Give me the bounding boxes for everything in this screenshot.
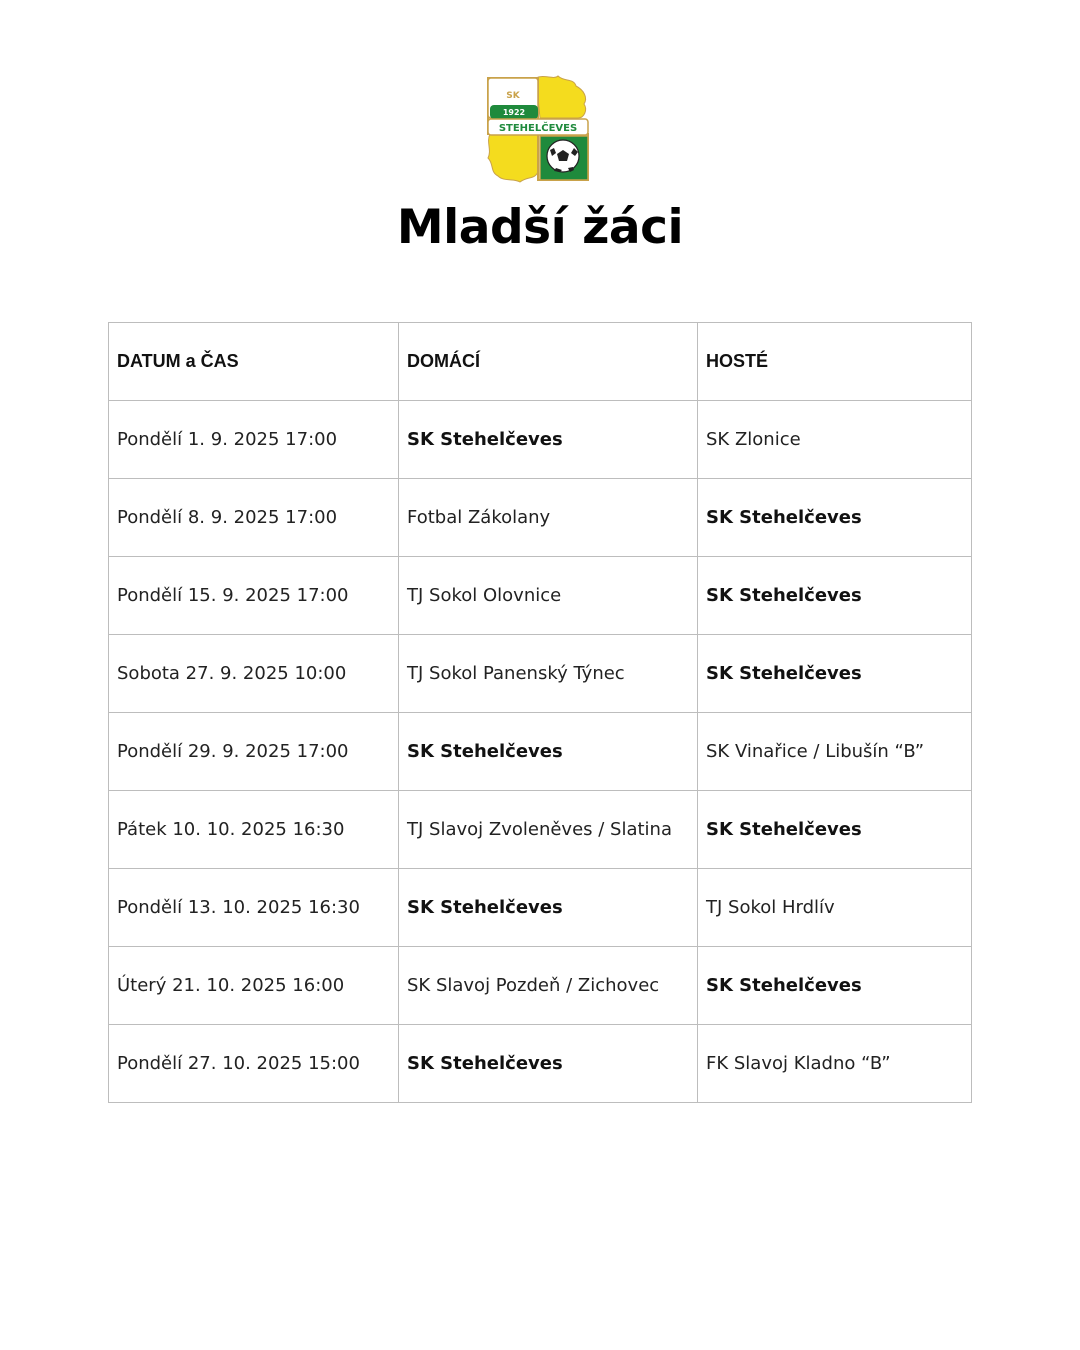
cell-away-team: SK Stehelčeves — [698, 479, 972, 557]
cell-date-time: Pondělí 15. 9. 2025 17:00 — [109, 557, 399, 635]
table-row — [109, 1025, 972, 1103]
cell-date-time: Sobota 27. 9. 2025 10:00 — [109, 635, 399, 713]
page-title: Mladší žáci — [396, 200, 684, 255]
table-row — [109, 791, 972, 869]
cell-home-team: SK Stehelčeves — [399, 401, 698, 479]
cell-date-time: Pátek 10. 10. 2025 16:30 — [109, 791, 399, 869]
cell-date-time: Pondělí 1. 9. 2025 17:00 — [109, 401, 399, 479]
table-row — [109, 635, 972, 713]
cell-home-team: Fotbal Zákolany — [399, 479, 698, 557]
cell-away-team: SK Stehelčeves — [698, 947, 972, 1025]
cell-home-team: SK Slavoj Pozdeň / Zichovec — [399, 947, 698, 1025]
table-row — [109, 479, 972, 557]
cell-home-team: SK Stehelčeves — [399, 1025, 698, 1103]
cell-home-team: SK Stehelčeves — [399, 869, 698, 947]
cell-away-team: TJ Sokol Hrdlív — [698, 869, 972, 947]
cell-home-team: TJ Sokol Olovnice — [399, 557, 698, 635]
cell-date-time: Úterý 21. 10. 2025 16:00 — [109, 947, 399, 1025]
table-row — [109, 713, 972, 791]
logo-name-text: STEHELČEVES — [498, 123, 578, 134]
match-schedule-table — [108, 322, 972, 1103]
cell-date-time: Pondělí 13. 10. 2025 16:30 — [109, 869, 399, 947]
cell-home-team: TJ Slavoj Zvoleněves / Slatina — [399, 791, 698, 869]
cell-date-time: Pondělí 8. 9. 2025 17:00 — [109, 479, 399, 557]
table-row — [109, 947, 972, 1025]
table-header-row — [109, 323, 972, 401]
cell-away-team: SK Stehelčeves — [698, 791, 972, 869]
cell-away-team: SK Stehelčeves — [698, 557, 972, 635]
cell-date-time: Pondělí 27. 10. 2025 15:00 — [109, 1025, 399, 1103]
logo-year-text: 1922 — [502, 108, 526, 117]
header-date-time: DATUM a ČAS — [109, 323, 399, 401]
cell-away-team: FK Slavoj Kladno “B” — [698, 1025, 972, 1103]
cell-away-team: SK Zlonice — [698, 401, 972, 479]
club-logo — [484, 72, 592, 184]
cell-home-team: TJ Sokol Panenský Týnec — [399, 635, 698, 713]
table-row — [109, 869, 972, 947]
cell-away-team: SK Stehelčeves — [698, 635, 972, 713]
cell-date-time: Pondělí 29. 9. 2025 17:00 — [109, 713, 399, 791]
logo-sk-text: SK — [506, 91, 520, 101]
header-away: HOSTÉ — [698, 323, 972, 401]
cell-home-team: SK Stehelčeves — [399, 713, 698, 791]
header-home: DOMÁCÍ — [399, 323, 698, 401]
cell-away-team: SK Vinařice / Libušín “B” — [698, 713, 972, 791]
table-row — [109, 401, 972, 479]
table-row — [109, 557, 972, 635]
